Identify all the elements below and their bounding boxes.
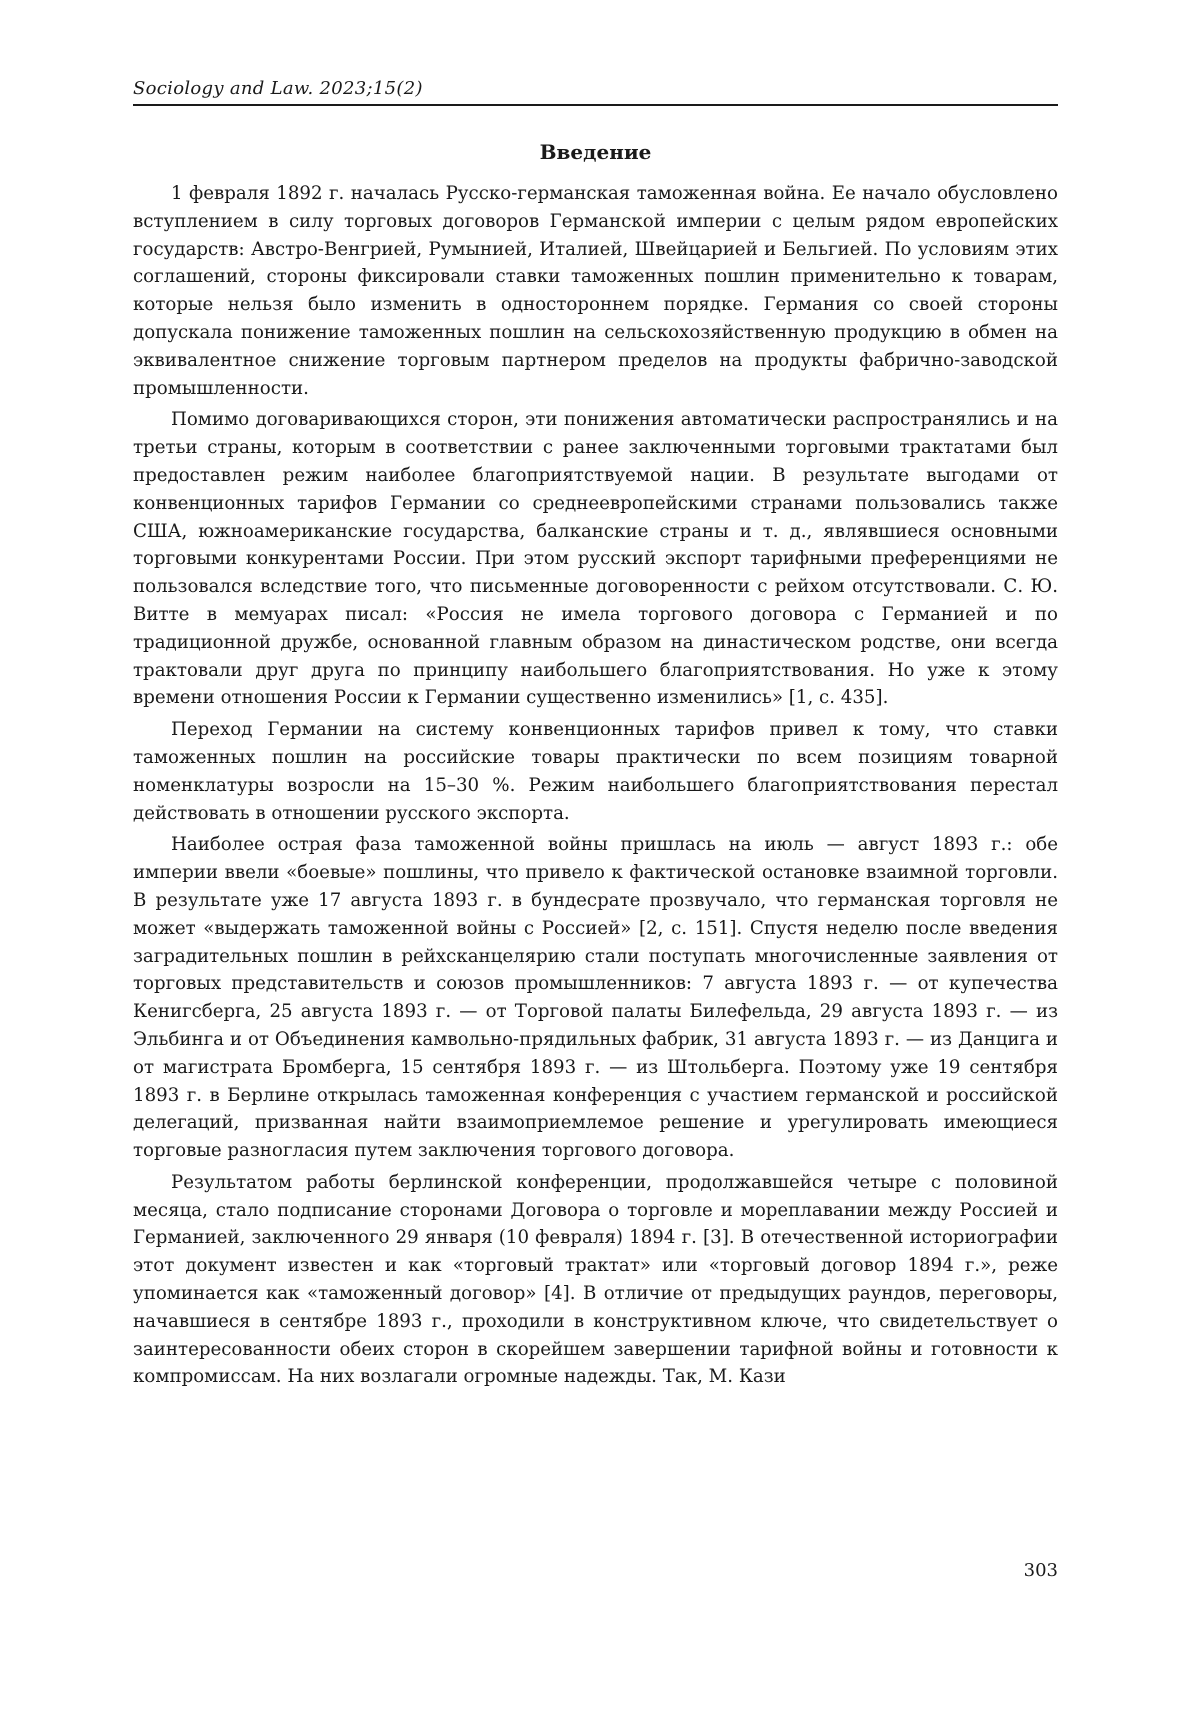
section-title: Введение — [539, 140, 652, 164]
paragraph: 1 февраля 1892 г. началась Русско-германская таможенная война. Ее начало обусловлено вступлением в силу торговых договоров Германской империи с целым рядом европейских государств: Австро-Венгрией, Румынией, Италией, Швейцарией и Бельгией. По условиям этих соглашений, стороны фиксировали ставки таможенных пошлин применительно к товарам, которые нельзя было изменить в одностороннем порядке. Германия со своей стороны допускала понижение таможенных пошлин на сельскохозяйственную продукцию в обмен на эквивалентное снижение торговым партнером пределов на продукты фабрично-заводской промышленности. — [133, 183, 1058, 399]
paragraph: Наиболее острая фаза таможенной войны пришлась на июль — август 1893 г.: обе империи ввели «боевые» пошлины, что привело к фактической остановке взаимной торговли. В результате уже 17 августа 1893 г. в бундесрате прозвучало, что германская торговля не может «выдержать таможенной войны с Россией» [2, с. 151]. Спустя неделю после введения заградительных пошлин в рейхсканцелярию стали поступать многочисленные заявления от торговых представительств и союзов промышленников: 7 августа 1893 г. — от купечества Кенигсберга, 25 августа 1893 г. — от Торговой палаты Билефельда, 29 августа 1893 г. — из Эльбинга и от Объединения камвольно-прядильных фабрик, 31 августа 1893 г. — из Данцига и от магистрата Бромберга, 15 сентября 1893 г. — из Штольберга. Поэтому уже 19 сентября 1893 г. в Берлине открылась таможенная конференция с участием германской и российской делегаций, призванная найти взаимоприемлемое решение и урегулировать имеющиеся торговые разногласия путем заключения торгового договора. — [133, 834, 1058, 1162]
paragraph: Помимо договаривающихся сторон, эти понижения автоматически распространялись и на третьи страны, которым в соответствии с ранее заключенными торговыми трактатами был предоставлен режим наиболее благоприятствуемой нации. В результате выгодами от конвенционных тарифов Германии со среднеевропейскими странами пользовались также США, южноамериканские государства, балканские страны и т. д., являвшиеся основными торговыми конкурентами России. При этом русский экспорт тарифными преференциями не пользовался вследствие того, что письменные договоренности с рейхом отсутствовали. С. Ю. Витте в мемуарах писал: «Россия не имела торгового договора с Германией и по традиционной дружбе, основанной главным образом на династическом родстве, они всегда трактовали друг друга по принципу наибольшего благоприятствования. Но уже к этому времени отношения России к Германии существенно изменились» [1, с. 435]. — [133, 409, 1058, 709]
article-body — [133, 180, 1058, 1395]
paragraph: Переход Германии на систему конвенционных тарифов привел к тому, что ставки таможенных пошлин на российские товары практически по всем позициям товарной номенклатуры возросли на 15–30 %. Режим наибольшего благоприятствования перестал действовать в отношении русского экспорта. — [133, 719, 1058, 824]
header-rule — [133, 104, 1058, 106]
paragraph: Результатом работы берлинской конференции, продолжавшейся четыре с половиной месяца, стало подписание сторонами Договора о торговле и мореплавании между Россией и Германией, заключенного 29 января (10 февраля) 1894 г. [3]. В отечественной историографии этот документ известен и как «торговый трактат» или «торговый договор 1894 г.», реже упоминается как «таможенный договор» [4]. В отличие от предыдущих раундов, переговоры, начавшиеся в сентябре 1893 г., проходили в конструктивном ключе, что свидетельствует о заинтересованности обеих сторон в скорейшем завершении тарифной войны и готовности к компромиссам. На них возлагали огромные надежды. Так, М. Кази — [133, 1171, 1058, 1388]
page-number: 303 — [1023, 1560, 1058, 1581]
running-head: Sociology and Law. 2023;15(2) — [133, 78, 423, 99]
